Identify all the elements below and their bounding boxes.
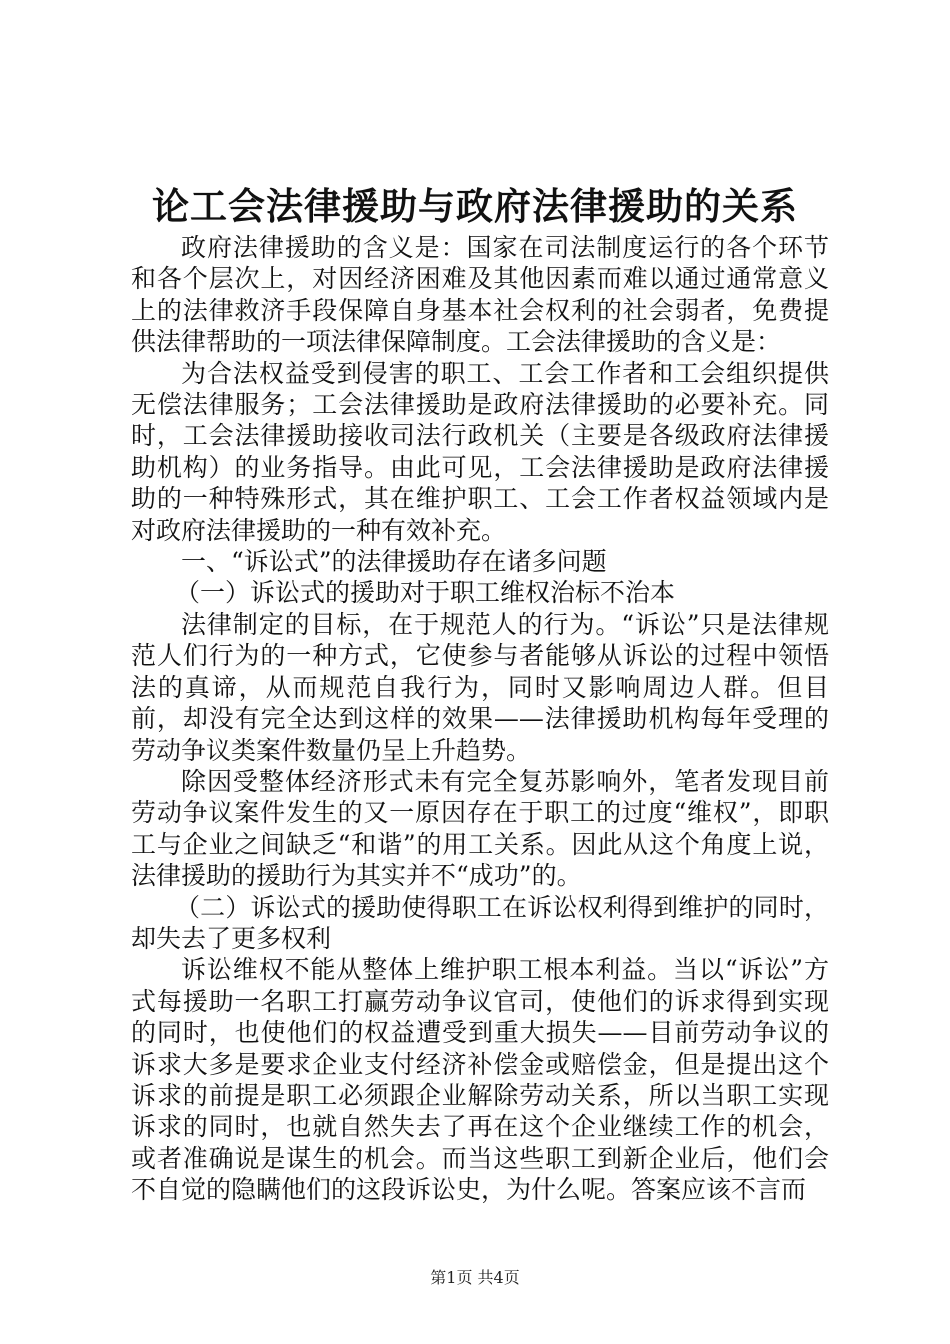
- paragraph-definition-government: 政府法律援助的含义是：国家在司法制度运行的各个环节和各个层次上，对因经济困难及其他因素而难以通过通常意义上的法律救济手段保障自身基本社会权利的社会弱者，免费提供法律帮助的一项法律保障制度。工会法律援助的含义是：: [131, 233, 829, 357]
- document-title: 论工会法律援助与政府法律援助的关系: [152, 184, 798, 228]
- page-footer: 第1页 共4页: [430, 1268, 520, 1287]
- document-body: [131, 232, 829, 1206]
- section-heading-1: 一、“诉讼式”的法律援助存在诸多问题: [181, 547, 607, 577]
- paragraph-dispute-causes: 除因受整体经济形式未有完全复苏影响外，笔者发现目前劳动争议案件发生的又一原因存在于职工的过度“维权”，即职工与企业之间缺乏“和谐”的用工关系。因此从这个角度上说，法律援助的援助行为其实并不“成功”的。: [131, 766, 829, 891]
- paragraph-litigation-rights: 诉讼维权不能从整体上维护职工根本利益。当以“诉讼”方式每援助一名职工打赢劳动争议官司，使他们的诉求得到实现的同时，也使他们的权益遭受到重大损失——目前劳动争议的诉求大多是要求企业支付经济补偿金或赔偿金，但是提出这个诉求的前提是职工必须跟企业解除劳动关系，所以当职工实现诉求的同时，也就自然失去了再在这个企业继续工作的机会，或者准确说是谋生的机会。而当这些职工到新企业后，他们会不自觉的隐瞒他们的这段诉讼史，为什么呢。答案应该不言而: [131, 955, 829, 1205]
- paragraph-law-purpose: 法律制定的目标，在于规范人的行为。“诉讼”只是法律规范人们行为的一种方式，它使参与者能够从诉讼的过程中领悟法的真谛，从而规范自我行为，同时又影响周边人群。但目前，却没有完全达到这样的效果——法律援助机构每年受理的劳动争议类案件数量仍呈上升趋势。: [131, 609, 829, 765]
- paragraph-definition-union: 为合法权益受到侵害的职工、工会工作者和工会组织提供无偿法律服务；工会法律援助是政府法律援助的必要补充。同时，工会法律援助接收司法行政机关（主要是各级政府法律援助机构）的业务指导。由此可见，工会法律援助是政府法律援助的一种特殊形式，其在维护职工、工会工作者权益领域内是对政府法律援助的一种有效补充。: [131, 358, 829, 545]
- subsection-heading-2: （二）诉讼式的援助使得职工在诉讼权利得到维护的同时，却失去了更多权利: [131, 892, 829, 953]
- subsection-heading-1: （一）诉讼式的援助对于职工维权治标不治本: [175, 578, 676, 608]
